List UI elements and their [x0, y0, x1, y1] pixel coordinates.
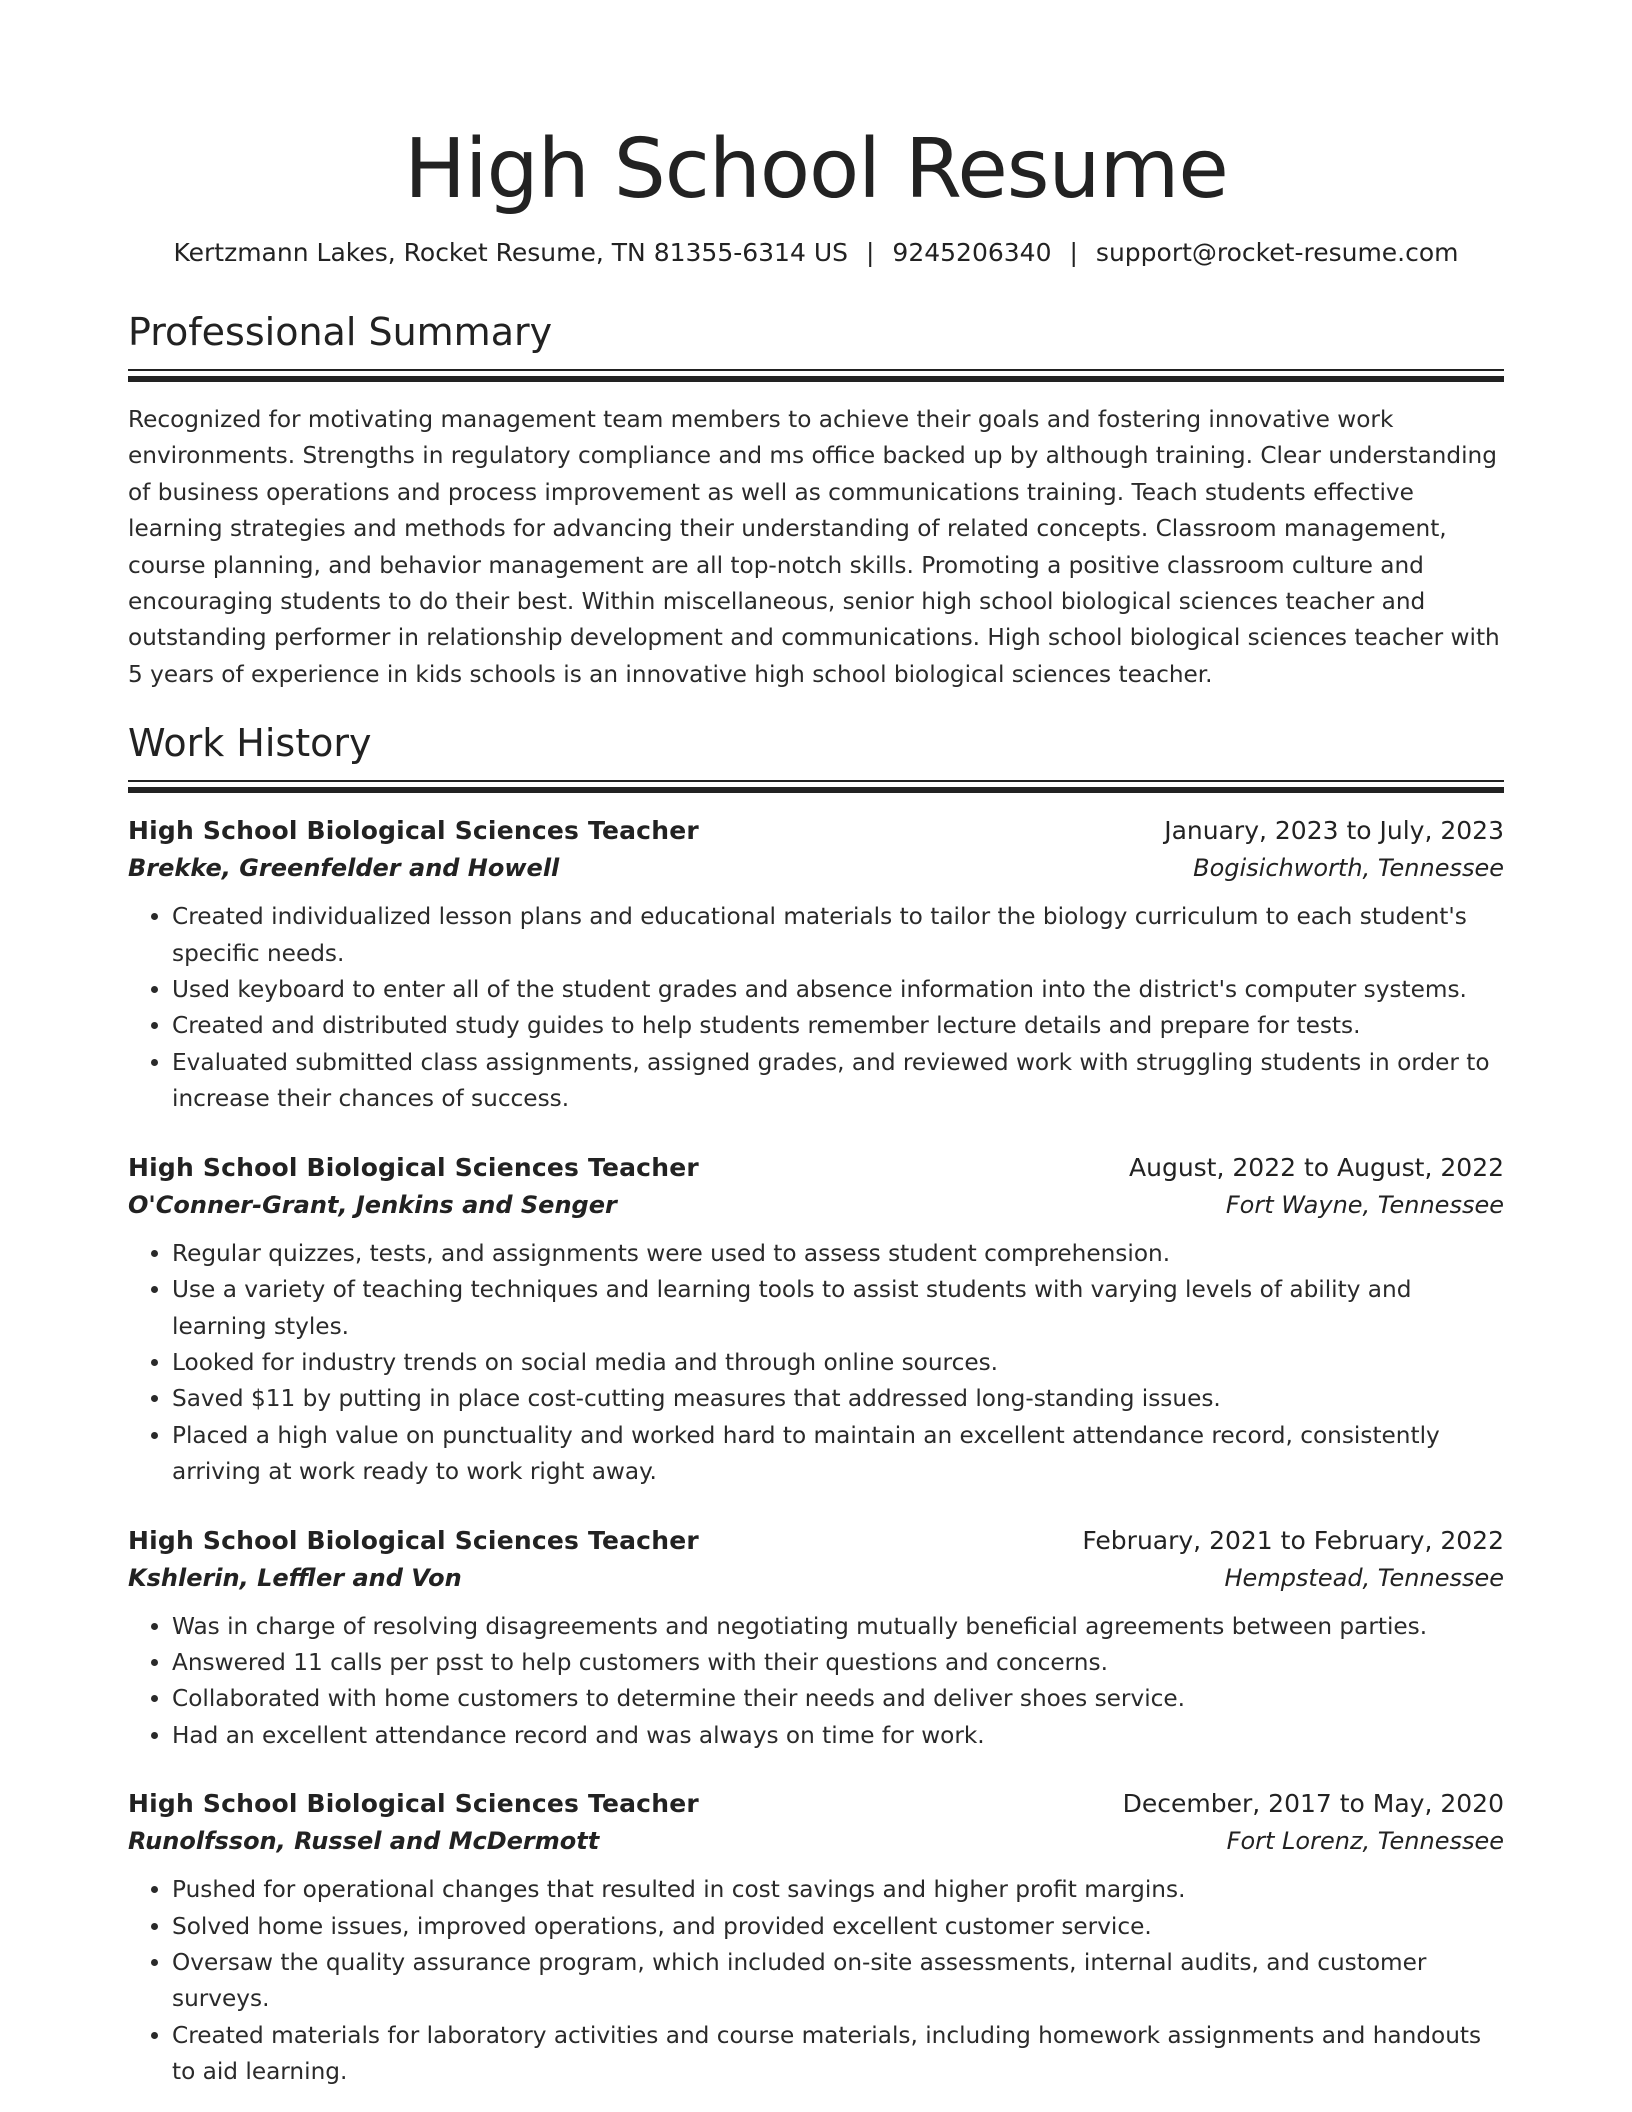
contact-separator: | — [1069, 238, 1078, 267]
resume-page — [128, 0, 1504, 2091]
work-history-list — [128, 813, 1504, 2090]
contact-line — [128, 236, 1504, 270]
job-company: Kshlerin, Leffler and Von — [128, 1563, 462, 1592]
job-bullet: • Was in charge of resolving disagreements and negotiating mutually beneficial agreements between parties. — [172, 1609, 1504, 1645]
summary-text: Recognized for motivating management team members to achieve their goals and fostering innovative work environments. Strengths in regulatory compliance and ms office backed up by although training. Clear understanding of business operations and process improvement as well as communications training. Teach students effective learning strategies and methods for advancing their understanding of related concepts. Classroom management, course planning, and behavior management are all top-notch skills. Promoting a positive classroom culture and encouraging students to do their best. Within miscellaneous, senior high school biological sciences teacher and outstanding performer in relationship development and communications. High school biological sciences teacher with 5 years of experience in kids schools is an innovative high school biological sciences teacher. — [128, 406, 1500, 688]
job-entry — [128, 1523, 1504, 1755]
job-title: High School Biological Sciences Teacher — [128, 1525, 699, 1555]
job-dates: February, 2021 to February, 2022 — [1082, 1525, 1504, 1555]
job-location: Fort Wayne, Tennessee — [1225, 1190, 1504, 1219]
job-bullet: • Answered 11 calls per psst to help customers with their questions and concerns. — [172, 1645, 1504, 1681]
job-location: Hempstead, Tennessee — [1224, 1563, 1504, 1592]
job-bullet: • Regular quizzes, tests, and assignments were used to assess student comprehension. — [172, 1236, 1504, 1272]
job-bullet: • Used keyboard to enter all of the student grades and absence information into the district's computer systems. — [172, 972, 1504, 1008]
resume-name: High School Resume — [404, 122, 1228, 217]
contact-separator: | — [865, 238, 875, 267]
contact-address: Kertzmann Lakes, Rocket Resume, TN 81355-6314 US — [173, 238, 848, 267]
job-bullet: • Created materials for laboratory activities and course materials, including homework assignments and handouts to aid learning. — [172, 2018, 1504, 2091]
job-bullet: • Had an excellent attendance record and was always on time for work. — [172, 1718, 1504, 1754]
job-title: High School Biological Sciences Teacher — [128, 1789, 699, 1819]
work-history-heading: Work History — [128, 721, 372, 766]
job-company: Runolfsson, Russel and McDermott — [128, 1827, 600, 1856]
job-company-row — [128, 1822, 1504, 1860]
job-location: Fort Lorenz, Tennessee — [1226, 1827, 1504, 1856]
job-dates: December, 2017 to May, 2020 — [1122, 1789, 1504, 1819]
job-entry — [128, 813, 1504, 1117]
job-header-row — [128, 1523, 1504, 1559]
job-company-row — [128, 849, 1504, 887]
job-bullet: • Created individualized lesson plans and educational materials to tailor the biology curriculum to each student's specific needs. — [172, 899, 1504, 972]
job-bullet: • Created and distributed study guides to help students remember lecture details and prepare for tests. — [172, 1008, 1504, 1044]
job-dates: January, 2023 to July, 2023 — [1164, 816, 1504, 846]
job-location: Bogisichworth, Tennessee — [1193, 854, 1504, 883]
job-bullet-list — [128, 1609, 1504, 1755]
job-company: O'Conner-Grant, Jenkins and Senger — [128, 1190, 617, 1219]
job-company-row — [128, 1186, 1504, 1224]
summary-heading: Professional Summary — [128, 310, 553, 354]
job-bullet-list — [128, 1872, 1504, 2090]
job-bullet: • Collaborated with home customers to determine their needs and deliver shoes service. — [172, 1681, 1504, 1717]
job-header-row — [128, 1786, 1504, 1822]
section-divider — [128, 780, 1504, 793]
job-bullet-list — [128, 899, 1504, 1117]
job-bullet: • Solved home issues, improved operations, and provided excellent customer service. — [172, 1909, 1504, 1945]
job-bullet-list — [128, 1236, 1504, 1491]
job-company-row — [128, 1559, 1504, 1597]
contact-email: support@rocket-resume.com — [1095, 238, 1459, 267]
job-company: Brekke, Greenfelder and Howell — [128, 854, 560, 883]
job-bullet: • Evaluated submitted class assignments, assigned grades, and reviewed work with struggling students in order to increase their chances of success. — [172, 1045, 1504, 1118]
job-title: High School Biological Sciences Teacher — [128, 1152, 699, 1182]
contact-phone: 9245206340 — [892, 238, 1052, 267]
job-header-row — [128, 813, 1504, 849]
job-bullet: • Pushed for operational changes that resulted in cost savings and higher profit margins. — [172, 1872, 1504, 1908]
section-divider — [128, 369, 1504, 382]
job-header-row — [128, 1150, 1504, 1186]
job-bullet: • Placed a high value on punctuality and worked hard to maintain an excellent attendance record, consistently arriving at work ready to work right away. — [172, 1418, 1504, 1491]
job-title: High School Biological Sciences Teacher — [128, 816, 699, 846]
job-entry — [128, 1150, 1504, 1491]
job-bullet: • Use a variety of teaching techniques and learning tools to assist students with varying levels of ability and learning styles. — [172, 1272, 1504, 1345]
job-dates: August, 2022 to August, 2022 — [1129, 1152, 1504, 1182]
job-bullet: • Looked for industry trends on social media and through online sources. — [172, 1345, 1504, 1381]
job-bullet: • Saved $11 by putting in place cost-cutting measures that addressed long-standing issues. — [172, 1381, 1504, 1417]
job-entry — [128, 1786, 1504, 2090]
job-bullet: • Oversaw the quality assurance program, which included on-site assessments, internal audits, and customer surveys. — [172, 1945, 1504, 2018]
